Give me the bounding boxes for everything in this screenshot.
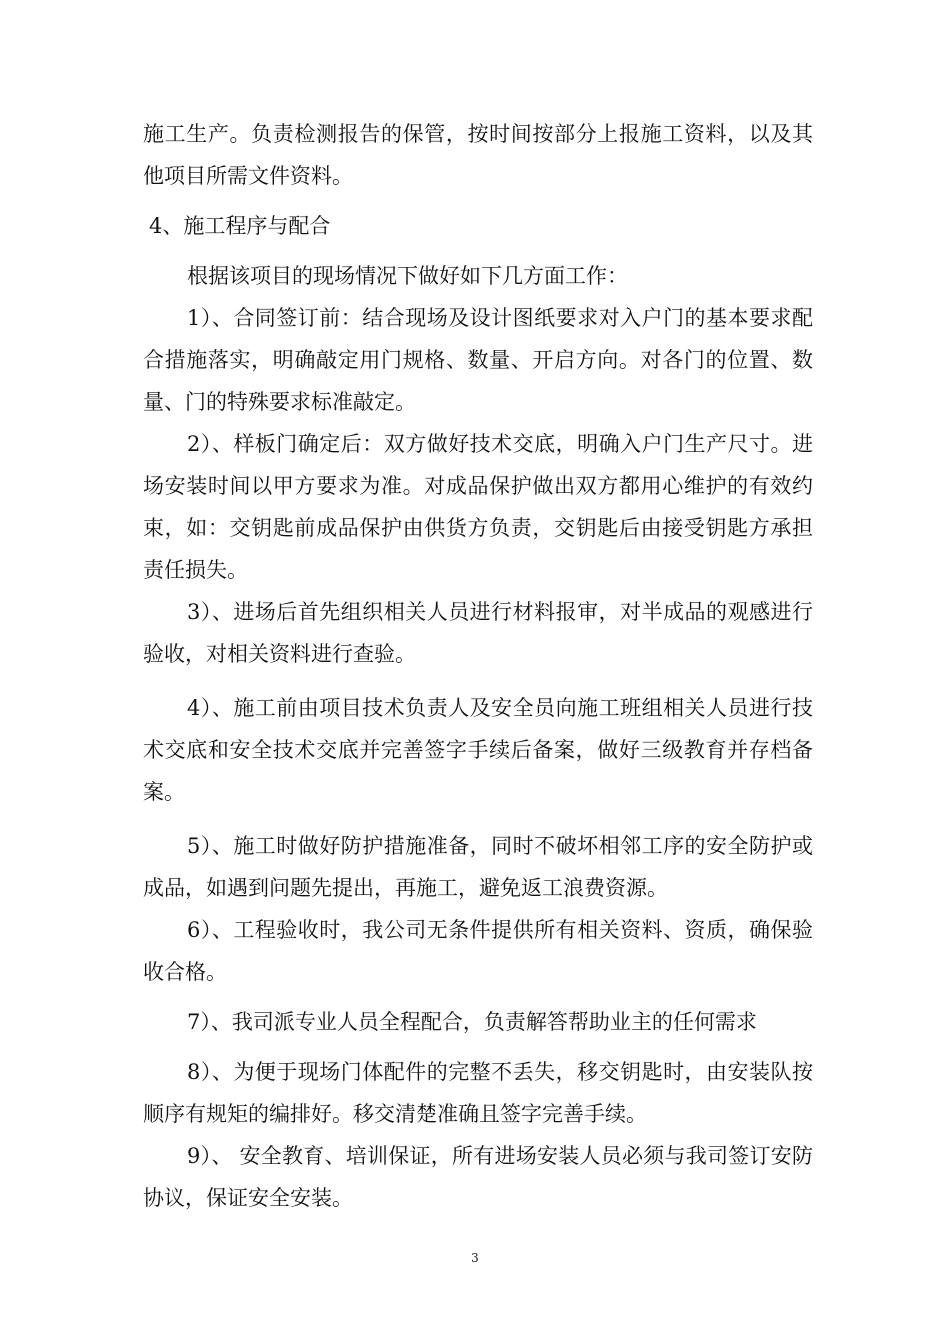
section-heading: 4、施工程序与配合: [149, 214, 331, 238]
list-item-1: 1）、合同签订前：结合现场及设计图纸要求对入户门的基本要求配合措施落实，明确敲定用门规格、数量、开启方向。对各门的位置、数量、门的特殊要求标准敲定。: [143, 306, 813, 414]
list-item-2: 2）、样板门确定后：双方做好技术交底，明确入户门生产尺寸。进场安装时间以甲方要求为准。对成品保护做出双方都用心维护的有效约束，如：交钥匙前成品保护由供货方负责，交钥匙后由接受钥匙方承担责任损失。: [143, 432, 813, 582]
list-item-5: 5）、施工时做好防护措施准备，同时不破坏相邻工序的安全防护或成品，如遇到问题先提出，再施工，避免返工浪费资源。: [143, 834, 813, 900]
list-item-4: 4）、施工前由项目技术负责人及安全员向施工班组相关人员进行技术交底和安全技术交底并完善签字手续后备案，做好三级教育并存档备案。: [143, 696, 813, 804]
page-number: 3: [471, 1251, 479, 1265]
section-intro: 根据该项目的现场情况下做好如下几方面工作：: [187, 264, 628, 288]
paragraph-continuation: 施工生产。负责检测报告的保管，按时间按部分上报施工资料，以及其他项目所需文件资料。: [143, 122, 813, 188]
list-item-6: 6）、工程验收时，我公司无条件提供所有相关资料、资质，确保验收合格。: [143, 918, 813, 984]
list-item-3: 3）、进场后首先组织相关人员进行材料报审，对半成品的观感进行验收，对相关资料进行查验。: [143, 600, 813, 666]
list-item-9: 9）、 安全教育、培训保证，所有进场安装人员必须与我司签订安防协议，保证安全安装。: [143, 1144, 813, 1210]
list-item-8: 8）、为便于现场门体配件的完整不丢失，移交钥匙时，由安装队按顺序有规矩的编排好。移交清楚准确且签字完善手续。: [143, 1060, 813, 1126]
list-item-7: 7）、我司派专业人员全程配合，负责解答帮助业主的任何需求: [187, 1010, 757, 1034]
document-body: [143, 113, 813, 1219]
